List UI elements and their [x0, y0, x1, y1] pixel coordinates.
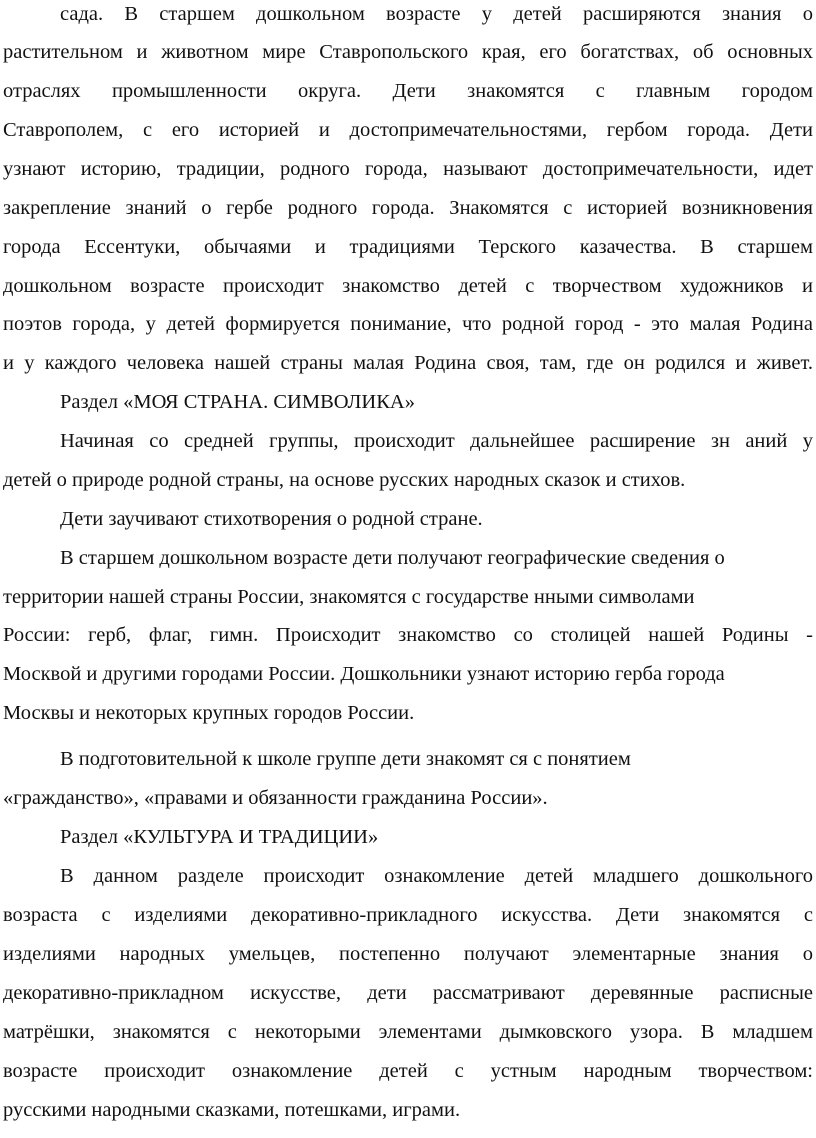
text-line: и у каждого человека нашей страны малая Родина своя, там, где он родился и живет.: [3, 352, 813, 374]
text-line: дошкольном возрасте происходит знакомство детей с творчеством художников и: [3, 275, 813, 297]
text-line: закрепление знаний о гербе родного города. Знакомятся с историей возникновения: [3, 197, 813, 219]
text-line: В подготовительной к школе группе дети знакомят ся с понятием: [60, 748, 631, 770]
section-heading: Раздел «МОЯ СТРАНА. СИМВОЛИКА»: [60, 391, 415, 413]
text-line: декоративно-прикладном искусстве, дети рассматривают деревянные расписные: [3, 982, 813, 1004]
text-line: отраслях промышленности округа. Дети знакомятся с главным городом: [3, 80, 813, 102]
text-line: В данном разделе происходит ознакомление детей младшего дошкольного: [60, 865, 813, 887]
text-line: Москвы и некоторых крупных городов России.: [3, 702, 415, 724]
text-line: России: герб, флаг, гимн. Происходит знакомство со столицей нашей Родины -: [3, 624, 813, 646]
text-line: сада. В старшем дошкольном возрасте у детей расширяются знания о: [60, 3, 813, 25]
text-line: растительном и животном мире Ставропольского края, его богатствах, об основных: [3, 41, 813, 63]
text-line: детей о природе родной страны, на основе русских народных сказок и стихов.: [3, 469, 686, 491]
text-line: Начиная со средней группы, происходит дальнейшее расширение зн аний у: [60, 430, 813, 452]
text-line: территории нашей страны России, знакомятся с государстве нными символами: [3, 586, 695, 608]
text-line: Москвой и другими городами России. Дошкольники узнают историю герба города: [3, 663, 725, 685]
text-line: изделиями народных умельцев, постепенно получают элементарные знания о: [3, 943, 813, 965]
text-line: матрёшки, знакомятся с некоторыми элементами дымковского узора. В младшем: [3, 1021, 813, 1043]
text-line: поэтов города, у детей формируется понимание, что родной город - это малая Родина: [3, 313, 813, 335]
text-line: Ставрополем, с его историей и достопримечательностями, гербом города. Дети: [3, 119, 813, 141]
text-line: возрасте происходит ознакомление детей с устным народным творчеством:: [3, 1060, 813, 1082]
text-line: В старшем дошкольном возрасте дети получают географические сведения о: [60, 547, 725, 569]
section-heading: Раздел «КУЛЬТУРА И ТРАДИЦИИ»: [60, 826, 379, 848]
text-line: узнают историю, традиции, родного города, называют достопримечательности, идет: [3, 158, 813, 180]
text-line: «гражданство», «правами и обязанности гражданина России».: [3, 787, 548, 809]
text-line: города Ессентуки, обычаями и традициями Терского казачества. В старшем: [3, 236, 813, 258]
text-line: возраста с изделиями декоративно-прикладного искусства. Дети знакомятся с: [3, 904, 813, 926]
text-line: Дети заучивают стихотворения о родной стране.: [60, 508, 483, 530]
text-line: русскими народными сказками, потешками, играми.: [3, 1099, 461, 1121]
